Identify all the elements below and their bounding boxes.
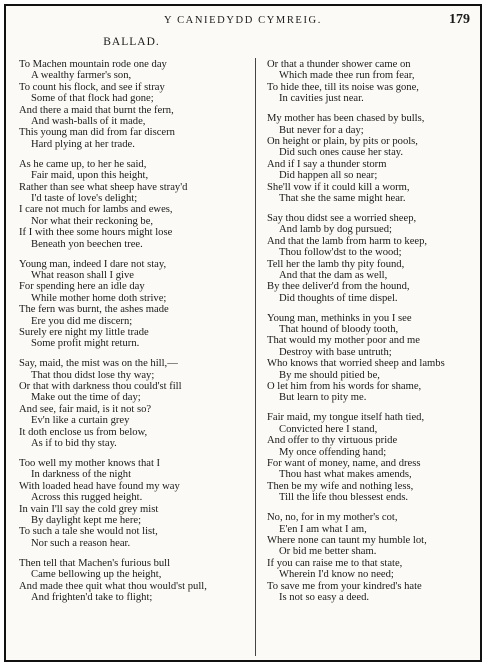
verse-line: Ere you did me discern; bbox=[31, 315, 133, 327]
verse-line: Which made thee run from fear, bbox=[279, 70, 415, 82]
verse-line: That hound of bloody tooth, bbox=[279, 324, 399, 336]
verse-line: That would my mother poor and me bbox=[267, 335, 420, 347]
verse-line: Came bellowing up the height, bbox=[31, 569, 162, 581]
verse-line: In vain I'll say the cold grey mist bbox=[19, 503, 159, 515]
verse-line: Young man, methinks in you I see bbox=[267, 312, 412, 324]
page-number: 179 bbox=[449, 12, 470, 27]
verse-line: The fern was burnt, the ashes made bbox=[19, 304, 169, 316]
verse-line: Hard plying at her trade. bbox=[31, 138, 135, 150]
verse-line: Say, maid, the mist was on the hill,— bbox=[19, 358, 178, 370]
stanza bbox=[267, 512, 481, 603]
verse-line: Some of that flock had gone; bbox=[31, 93, 154, 105]
verse-line: While mother home doth strive; bbox=[31, 292, 167, 304]
verse-line: Wherein I'd know no need; bbox=[279, 569, 394, 581]
verse-line: Nor what their reckoning be, bbox=[31, 215, 154, 227]
stanza bbox=[19, 59, 233, 150]
verse-line: Make out the time of day; bbox=[31, 392, 141, 404]
ballad-title: BALLAD. bbox=[103, 36, 160, 48]
verse-line: Rather than see what sheep have stray'd bbox=[19, 181, 188, 193]
verse-line: And made thee quit what thou would'st pull, bbox=[19, 580, 207, 592]
verse-line: By thee deliver'd from the hound, bbox=[267, 281, 410, 293]
stanza bbox=[267, 113, 481, 204]
verse-line: By daylight kept me here; bbox=[31, 515, 142, 527]
verse-line: If you can raise me to that state, bbox=[267, 557, 403, 569]
verse-line: E'en I am what I am, bbox=[279, 523, 367, 535]
verse-line: Fair maid, my tongue itself hath tied, bbox=[267, 412, 425, 424]
stanza bbox=[19, 358, 233, 449]
stanza bbox=[19, 259, 233, 350]
verse-line: Then be my wife and nothing less, bbox=[267, 480, 414, 492]
verse-line: No, no, for in my mother's cot, bbox=[267, 512, 398, 524]
verse-line: Across this rugged height. bbox=[31, 492, 143, 504]
verse-line: My once offending hand; bbox=[279, 446, 387, 458]
verse-line: Destroy with base untruth; bbox=[279, 346, 392, 358]
verse-line: And lamb by dog pursued; bbox=[279, 224, 392, 236]
verse-line: By me should pitied be, bbox=[279, 369, 380, 381]
verse-line: Ev'n like a curtain grey bbox=[31, 415, 130, 427]
verse-line: To save me from your kindred's hate bbox=[267, 580, 422, 592]
verse-line: Tell her the lamb thy pity found, bbox=[267, 258, 405, 270]
verse-line: And see, fair maid, is it not so? bbox=[19, 403, 152, 415]
verse-line: But learn to pity me. bbox=[279, 392, 367, 404]
verse-line: And there a maid that burnt the fern, bbox=[19, 104, 174, 116]
stanza bbox=[267, 59, 481, 105]
verse-line: But never for a day; bbox=[279, 124, 364, 136]
verse-line: Did happen all so near; bbox=[279, 170, 378, 182]
verse-line: She'll vow if it could kill a worm, bbox=[267, 181, 410, 193]
verse-line: Nor such a reason hear. bbox=[31, 537, 131, 549]
verse-line: And offer to thy virtuous pride bbox=[267, 435, 398, 447]
stanza bbox=[19, 458, 233, 549]
book-page bbox=[4, 4, 482, 662]
verse-line: To hide thee, till its noise was gone, bbox=[267, 81, 419, 93]
verse-line: That thou didst lose thy way; bbox=[31, 369, 155, 381]
verse-line: Or that a thunder shower came on bbox=[267, 59, 411, 70]
stanza bbox=[19, 159, 233, 250]
verse-line: If I with thee some hours might lose bbox=[19, 227, 173, 239]
verse-line: Or bid me better sham. bbox=[279, 546, 377, 558]
verse-line: Did such ones cause her stay. bbox=[279, 147, 404, 159]
verse-line: And that the dam as well, bbox=[279, 269, 388, 281]
verse-line: And frighten'd take to flight; bbox=[31, 591, 153, 603]
poem-column-left bbox=[19, 59, 233, 612]
verse-line: I'd taste of love's delight; bbox=[31, 192, 138, 204]
verse-line: I care not much for lambs and ewes, bbox=[19, 204, 173, 216]
verse-line: Did thoughts of time dispel. bbox=[279, 292, 398, 304]
verse-line: Where none can taunt my humble lot, bbox=[267, 534, 427, 546]
verse-line: To count his flock, and see if stray bbox=[19, 81, 165, 93]
verse-line: Some profit might return. bbox=[31, 338, 140, 350]
verse-line: For spending here an idle day bbox=[19, 281, 145, 293]
verse-line: What reason shall I give bbox=[31, 269, 134, 281]
verse-line: To such a tale she would not list, bbox=[19, 526, 158, 538]
verse-line: Beneath yon beechen tree. bbox=[31, 238, 143, 250]
stanza bbox=[267, 412, 481, 503]
running-title: Y CANIEDYDD CYMREIG. bbox=[164, 15, 322, 26]
verse-line: With loaded head have found my way bbox=[19, 480, 180, 492]
verse-line: Thou follow'dst to the wood; bbox=[279, 247, 402, 259]
verse-line: Then tell that Machen's furious bull bbox=[19, 557, 171, 569]
verse-line: Thou hast what makes amends, bbox=[279, 469, 412, 481]
column-divider bbox=[255, 58, 256, 656]
verse-line: This young man did from far discern bbox=[19, 127, 175, 139]
stanza bbox=[267, 213, 481, 304]
verse-line: Too well my mother knows that I bbox=[19, 458, 161, 469]
verse-line: And wash-balls of it made, bbox=[31, 116, 146, 128]
verse-line: For want of money, name, and dress bbox=[267, 458, 421, 469]
verse-line: Surely ere night my little trade bbox=[19, 326, 149, 338]
verse-line: A wealthy farmer's son, bbox=[31, 70, 132, 82]
verse-line: That she the same might hear. bbox=[279, 192, 406, 204]
verse-line: O let him from his words for shame, bbox=[267, 381, 422, 393]
verse-line: To Machen mountain rode one day bbox=[19, 59, 167, 70]
stanza bbox=[267, 313, 481, 404]
verse-line: In cavities just near. bbox=[279, 93, 364, 105]
verse-line: And if I say a thunder storm bbox=[267, 158, 387, 170]
verse-line: Is not so easy a deed. bbox=[279, 591, 370, 603]
verse-line: And that the lamb from harm to keep, bbox=[267, 235, 428, 247]
verse-line: As if to bid thy stay. bbox=[31, 438, 117, 450]
verse-line: It doth enclose us from below, bbox=[19, 426, 148, 438]
poem-column-right bbox=[267, 59, 481, 612]
verse-line: Or that with darkness thou could'st fill bbox=[19, 381, 182, 393]
verse-line: Till the life thou blessest ends. bbox=[279, 492, 409, 504]
verse-line: Fair maid, upon this height, bbox=[31, 170, 149, 182]
verse-line: Who knows that worried sheep and lambs bbox=[267, 358, 445, 370]
verse-line: Young man, indeed I dare not stay, bbox=[19, 258, 167, 270]
verse-line: My mother has been chased by bulls, bbox=[267, 113, 425, 125]
verse-line: Say thou didst see a worried sheep, bbox=[267, 212, 417, 224]
verse-line: As he came up, to her he said, bbox=[19, 158, 147, 170]
verse-line: Convicted here I stand, bbox=[279, 423, 378, 435]
stanza bbox=[19, 558, 233, 604]
verse-line: On height or plain, by pits or pools, bbox=[267, 135, 418, 147]
verse-line: In darkness of the night bbox=[31, 469, 132, 481]
